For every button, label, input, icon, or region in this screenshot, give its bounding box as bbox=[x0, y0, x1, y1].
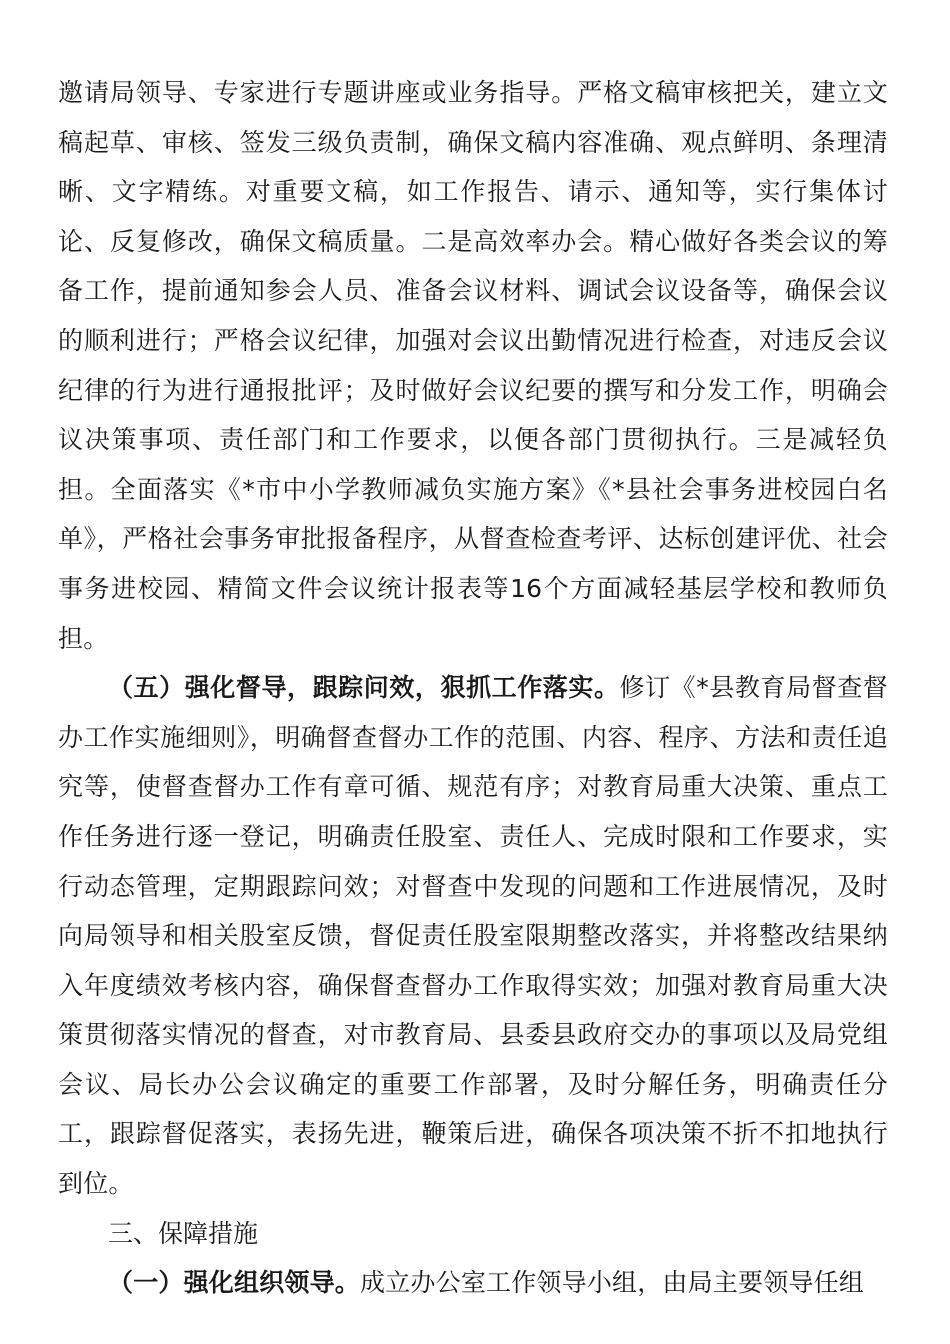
paragraph-text: 成立办公室工作领导小组，由局主要领导任组 bbox=[360, 1268, 865, 1298]
section-heading-safeguards: 三、保障措施 bbox=[108, 1218, 259, 1248]
section-heading-supervision: （五）强化督导，跟踪问效，狠抓工作落实。 bbox=[108, 673, 620, 703]
paragraph-organization bbox=[58, 1258, 888, 1308]
paragraph-supervision bbox=[58, 663, 888, 1209]
section-heading-organization: （一）强化组织领导。 bbox=[108, 1268, 361, 1298]
paragraph-meeting-and-burden bbox=[58, 68, 888, 663]
paragraph-text: 修订《*县教育局督查督办工作实施细则》，明确督查督办工作的范围、内容、程序、方法和责任追究等，使督查督办工作有章可循、规范有序；对教育局重大决策、重点工作任务进行逐一登记，明确责任股室、责任人、完成时限和工作要求，实行动态管理，定期跟踪问效；对督查中发现的问题和工作进展情况，及时向局领导和相关股室反馈，督促责任股室限期整改落实，并将整改结果纳入年度绩效考核内容，确保督查督办工作取得实效；加强对教育局重大决策贯彻落实情况的督查，对市教育局、县委县政府交办的事项以及局党组会议、局长办公会议确定的重要工作部署，及时分解任务，明确责任分工，跟踪督促落实，表扬先进，鞭策后进，确保各项决策不折不扣地执行到位。 bbox=[58, 673, 888, 1199]
document-page bbox=[58, 68, 888, 1308]
paragraph-text: 邀请局领导、专家进行专题讲座或业务指导。严格文稿审核把关，建立文稿起草、审核、签发三级负责制，确保文稿内容准确、观点鲜明、条理清晰、文字精练。对重要文稿，如工作报告、请示、通知等，实行集体讨论、反复修改，确保文稿质量。二是高效率办会。精心做好各类会议的筹备工作，提前通知参会人员、准备会议材料、调试会议设备等，确保会议的顺利进行；严格会议纪律，加强对会议出勤情况进行检查，对违反会议纪律的行为进行通报批评；及时做好会议纪要的撰写和分发工作，明确会议决策事项、责任部门和工作要求，以便各部门贯彻执行。三是减轻负担。全面落实《*市中小学教师减负实施方案》《*县社会事务进校园白名单》，严格社会事务审批报备程序，从督查检查考评、达标创建评优、社会事务进校园、精简文件会议统计报表等16个方面减轻基层学校和教师负担。 bbox=[58, 78, 888, 653]
